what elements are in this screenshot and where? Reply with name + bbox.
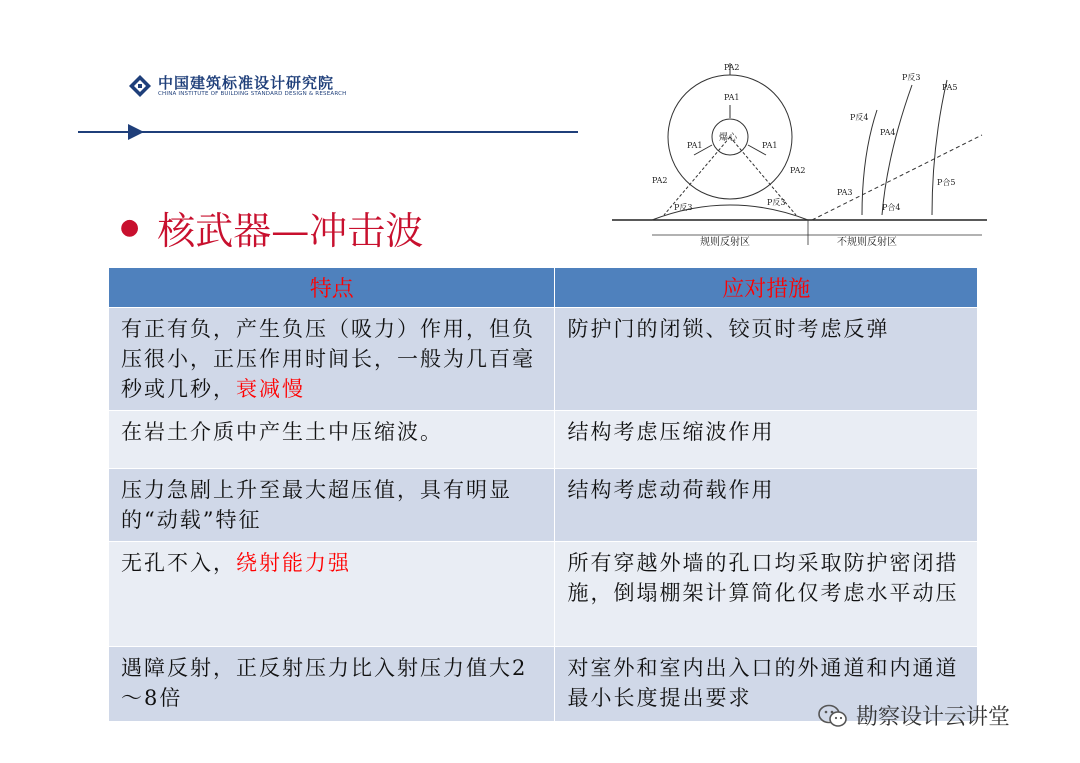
table-row: [109, 411, 978, 469]
feature-cell: 无孔不入，绕射能力强: [109, 542, 555, 647]
label-pfan3-right: P反3: [767, 198, 786, 207]
label-pa1-right: PA1: [762, 141, 778, 150]
table-row: [109, 308, 978, 411]
label-pa1-top: PA1: [724, 93, 740, 102]
feature-cell: 遇障反射，正反射压力比入射压力值大2～8倍: [109, 647, 555, 722]
label-irregular-zone: 不规则反射区: [837, 237, 897, 248]
label-pa3: PA3: [837, 188, 853, 197]
measure-cell: 结构考虑压缩波作用: [555, 411, 978, 469]
label-pa4: PA4: [880, 128, 896, 137]
label-pa2-top: PA2: [724, 63, 740, 72]
institute-emblem-icon: [128, 74, 152, 98]
label-pfan4: P反4: [850, 113, 869, 122]
watermark-text: 勘察设计云讲堂: [856, 705, 1011, 730]
table-row: [109, 469, 978, 542]
wechat-icon: [818, 703, 848, 729]
label-pfan3-left: P反3: [674, 203, 693, 212]
institute-logo: [128, 74, 346, 98]
measure-cell: 防护门的闭锁、铰页时考虑反弹: [555, 308, 978, 411]
header-features: 特点: [109, 268, 555, 308]
feature-cell: 在岩土介质中产生土中压缩波。: [109, 411, 555, 469]
label-pa2-right: PA2: [790, 166, 806, 175]
label-pa5: PA5: [942, 83, 958, 92]
label-pfan3-top: P反3: [902, 73, 921, 82]
header-divider: [78, 131, 578, 133]
feature-cell: 压力急剧上升至最大超压值，具有明显的“动载”特征: [109, 469, 555, 542]
shockwave-reflection-diagram: [612, 55, 987, 255]
logo-name-cn: 中国建筑标准设计研究院: [158, 73, 335, 92]
feature-cell: 有正有负，产生负压（吸力）作用，但负压很小，正压作用时间长，一般为几百毫秒或几秒，衰减慢: [109, 308, 555, 411]
measure-cell: 所有穿越外墙的孔口均采取防护密闭措施，倒塌棚架计算简化仅考虑水平动压: [555, 542, 978, 647]
table-row: [109, 542, 978, 647]
slide-title: [120, 200, 423, 255]
label-pa2-left: PA2: [652, 176, 668, 185]
bullet-icon: ●: [120, 215, 140, 240]
pa5-wavefront: [932, 80, 947, 215]
features-measures-table: [108, 267, 978, 722]
label-pa1-left: PA1: [687, 141, 703, 150]
label-blast-center: 爆心: [719, 133, 738, 143]
measure-cell: 对室外和室内出入口的外通道和内通道最小长度提出要求: [555, 647, 978, 722]
label-regular-zone: 规则反射区: [700, 237, 750, 248]
pa4-wavefront: [882, 85, 912, 215]
triangle-marker-icon: [128, 124, 144, 140]
slide-title-text: 核武器—冲击波: [157, 209, 424, 253]
pa3-wavefront: [862, 110, 877, 215]
watermark: [818, 700, 1010, 731]
label-phe5: P合5: [937, 178, 956, 187]
logo-name-en: CHINA INSTITUTE OF BUILDING STANDARD DESIGN & RESEARCH: [158, 90, 347, 97]
header-measures: 应对措施: [555, 268, 978, 308]
measure-cell: 结构考虑动荷载作用: [555, 469, 978, 542]
label-phe4: P合4: [882, 203, 901, 212]
